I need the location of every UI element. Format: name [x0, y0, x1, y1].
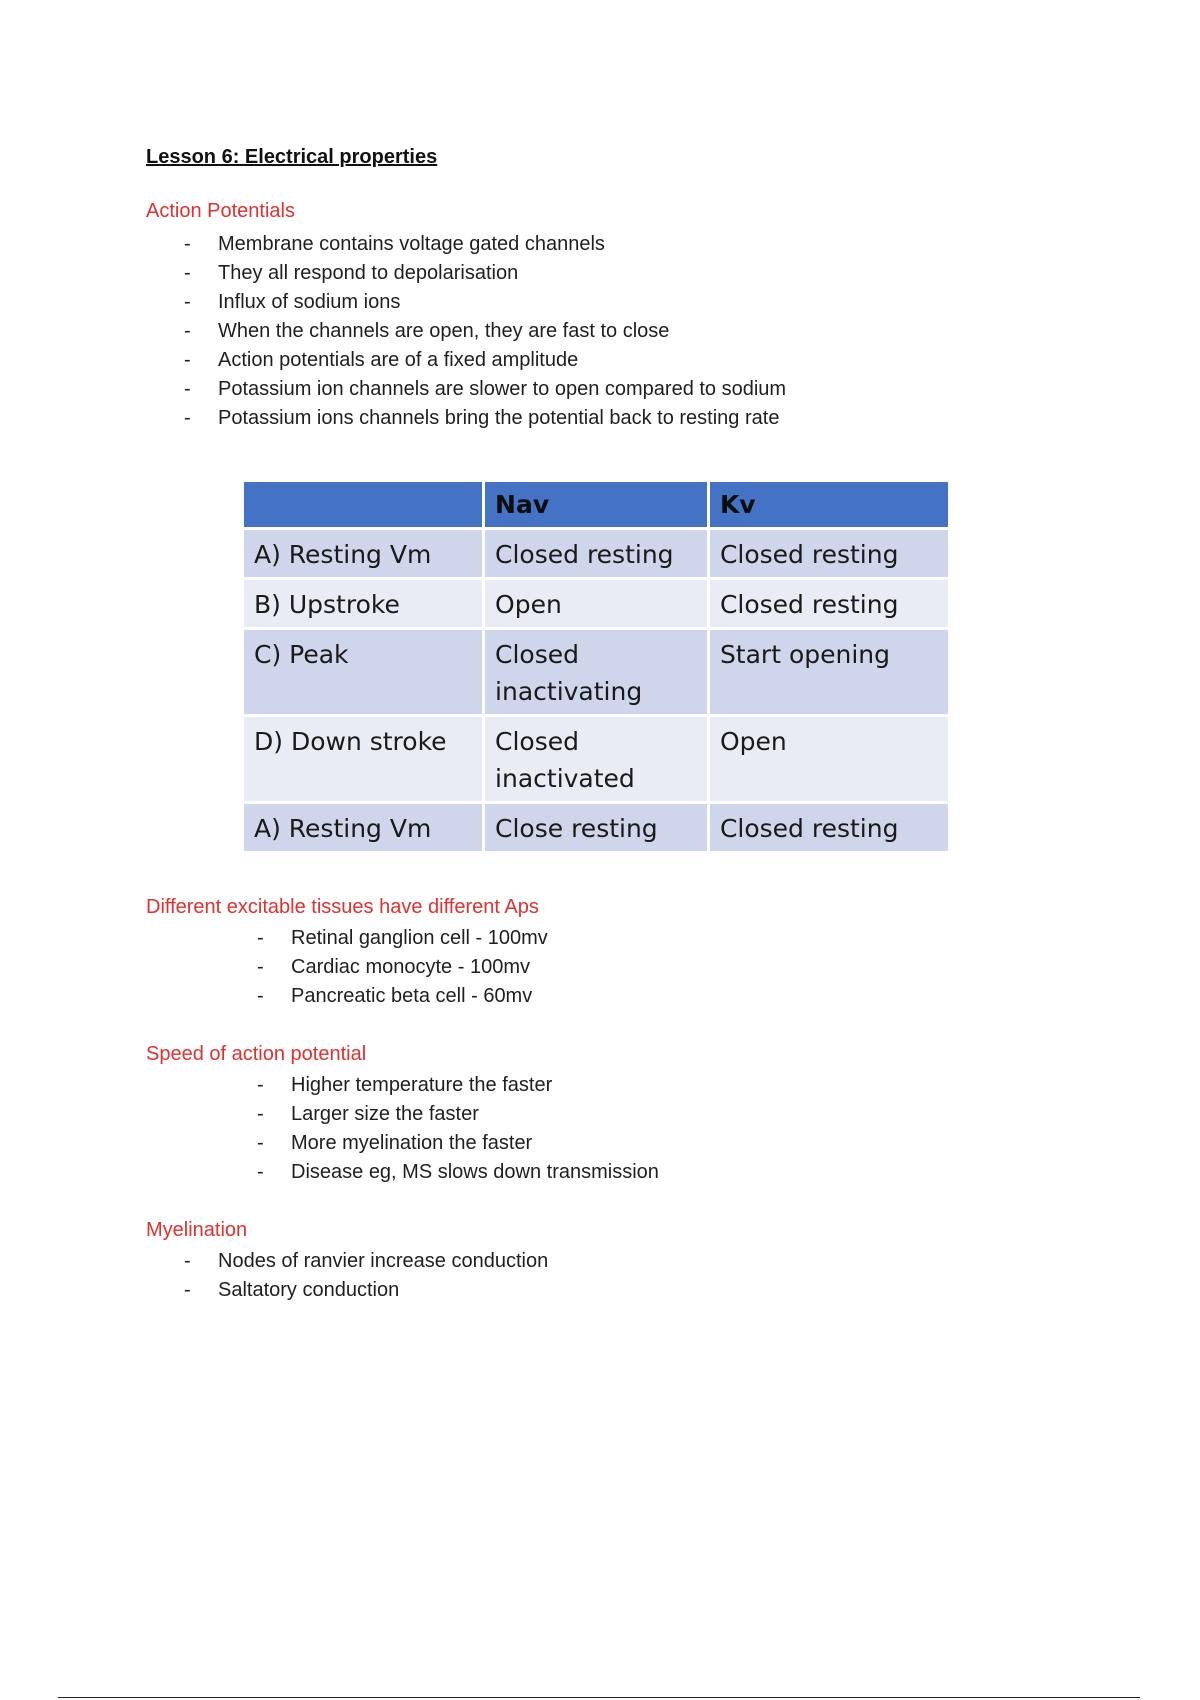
- table-row: [244, 630, 948, 714]
- table-row: [244, 580, 948, 627]
- channel-state-table: [241, 479, 951, 854]
- bullet-dash: -: [184, 407, 191, 429]
- list-item: - Larger size the faster: [291, 1100, 659, 1129]
- document-title: Lesson 6: Electrical properties: [146, 146, 438, 168]
- bullet-dash: -: [257, 985, 264, 1007]
- kv-cell: Closed resting: [710, 580, 948, 627]
- table-header-kv: Kv: [710, 482, 948, 527]
- different-tissues-list: [257, 924, 548, 1011]
- list-item: - Potassium ion channels are slower to open compared to sodium: [218, 375, 786, 404]
- list-item: - More myelination the faster: [291, 1129, 659, 1158]
- heading-action-potentials: Action Potentials: [146, 200, 295, 222]
- row-label: D) Down stroke: [244, 717, 482, 801]
- kv-cell: Closed resting: [710, 530, 948, 577]
- row-label: A) Resting Vm: [244, 804, 482, 851]
- bullet-dash: -: [184, 320, 191, 342]
- table-row: [244, 717, 948, 801]
- table-header-row: [244, 482, 948, 527]
- bullet-dash: -: [184, 233, 191, 255]
- table-row: [244, 530, 948, 577]
- list-item: - Potassium ions channels bring the potential back to resting rate: [218, 404, 786, 433]
- nav-cell: Closed inactivated: [485, 717, 707, 801]
- kv-cell: Start opening: [710, 630, 948, 714]
- speed-list: [257, 1071, 659, 1187]
- kv-cell: Open: [710, 717, 948, 801]
- list-item: - Saltatory conduction: [218, 1276, 548, 1305]
- nav-cell: Close resting: [485, 804, 707, 851]
- list-item: - Membrane contains voltage gated channels: [218, 230, 786, 259]
- list-item: - Cardiac monocyte - 100mv: [291, 953, 548, 982]
- heading-myelination: Myelination: [146, 1219, 248, 1241]
- bullet-dash: -: [257, 1074, 264, 1096]
- nav-cell: Closed resting: [485, 530, 707, 577]
- myelination-list: [184, 1247, 549, 1305]
- bullet-dash: -: [257, 1103, 264, 1125]
- table-header-cell: [244, 482, 482, 527]
- list-item: - Pancreatic beta cell - 60mv: [291, 982, 548, 1011]
- bullet-dash: -: [257, 956, 264, 978]
- bullet-dash: -: [257, 1132, 264, 1154]
- nav-cell: Closed inactivating: [485, 630, 707, 714]
- action-potentials-list: [184, 230, 787, 433]
- bullet-dash: -: [184, 262, 191, 284]
- list-item: - Action potentials are of a fixed amplitude: [218, 346, 786, 375]
- bullet-dash: -: [184, 349, 191, 371]
- list-item: - Influx of sodium ions: [218, 288, 786, 317]
- channel-state-table-wrapper: [244, 482, 948, 854]
- list-item: - Disease eg, MS slows down transmission: [291, 1158, 659, 1187]
- bullet-dash: -: [257, 1161, 264, 1183]
- bullet-dash: -: [184, 1250, 191, 1272]
- heading-different-tissues: Different excitable tissues have different Aps: [146, 896, 539, 918]
- list-item: - Higher temperature the faster: [291, 1071, 659, 1100]
- row-label: B) Upstroke: [244, 580, 482, 627]
- nav-cell: Open: [485, 580, 707, 627]
- heading-speed: Speed of action potential: [146, 1043, 367, 1065]
- table-header-nav: Nav: [485, 482, 707, 527]
- list-item: - When the channels are open, they are fast to close: [218, 317, 786, 346]
- list-item: - They all respond to depolarisation: [218, 259, 786, 288]
- bullet-dash: -: [184, 1279, 191, 1301]
- bullet-dash: -: [184, 378, 191, 400]
- footer-divider: [58, 1697, 1140, 1698]
- row-label: A) Resting Vm: [244, 530, 482, 577]
- bullet-dash: -: [257, 927, 264, 949]
- row-label: C) Peak: [244, 630, 482, 714]
- kv-cell: Closed resting: [710, 804, 948, 851]
- list-item: - Nodes of ranvier increase conduction: [218, 1247, 548, 1276]
- table-row: [244, 804, 948, 851]
- list-item: - Retinal ganglion cell - 100mv: [291, 924, 548, 953]
- bullet-dash: -: [184, 291, 191, 313]
